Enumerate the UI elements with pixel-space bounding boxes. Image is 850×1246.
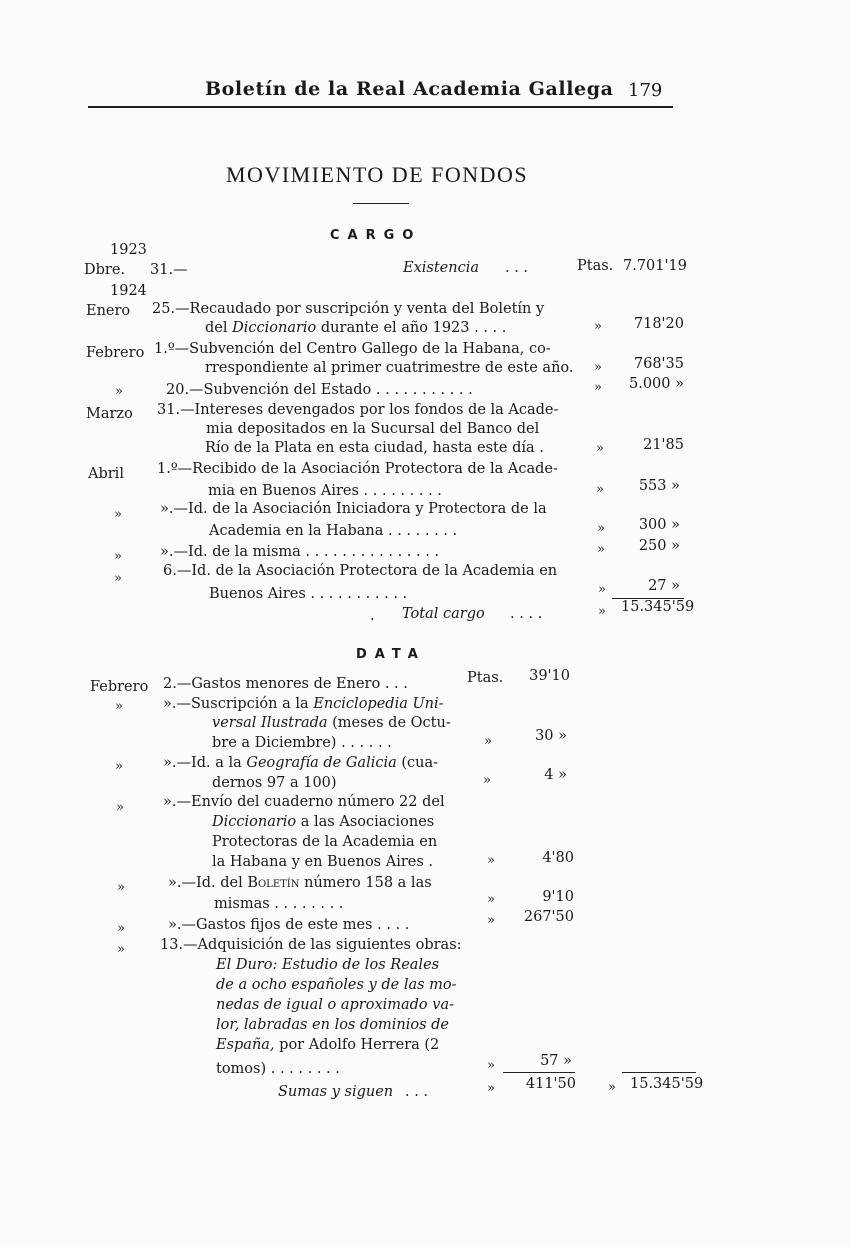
entry-text: 1.º—Subvención del Centro Gallego de la Habana, co- xyxy=(154,341,551,357)
entry-text: mismas . . . . . . . . xyxy=(214,896,344,912)
month-label: Dbre. xyxy=(84,262,126,278)
entry-text: mia en Buenos Aires . . . . . . . . . xyxy=(208,483,442,499)
entry-text: lor, labradas en los dominios de xyxy=(216,1017,450,1033)
ditto-mark: » xyxy=(114,571,122,586)
ditto-mark: » xyxy=(115,384,123,399)
sum-rule xyxy=(622,1072,696,1073)
entry-amount: 27 » xyxy=(648,578,680,594)
entry-text: España, por Adolfo Herrera (2 xyxy=(216,1037,440,1053)
entry-text: dernos 97 a 100) xyxy=(212,775,337,791)
entry-text: 13.—Adquisición de las siguientes obras: xyxy=(160,937,462,953)
ditto-mark: » xyxy=(487,892,495,907)
entry-text: El Duro: Estudio de los Reales xyxy=(216,957,440,973)
entry-amount: 553 » xyxy=(638,478,680,494)
title-rule xyxy=(353,203,409,204)
month-label: Febrero xyxy=(90,679,149,695)
entry-amount: 768'35 xyxy=(633,356,684,372)
entry-amount: 57 » xyxy=(540,1053,572,1069)
entry-text: Río de la Plata en esta ciudad, hasta este día . xyxy=(205,440,544,456)
ptas-label: Ptas. xyxy=(467,670,504,686)
month-label: Enero xyxy=(86,303,131,319)
section-heading-data: DATA xyxy=(356,647,426,662)
ditto-mark: » xyxy=(594,380,602,395)
ditto-mark: » xyxy=(487,1081,495,1096)
entry-text: Protectoras de la Academia en xyxy=(212,834,438,850)
existencia-label: Existencia xyxy=(403,260,479,276)
page-title: MOVIMIENTO DE FONDOS xyxy=(226,162,529,187)
journal-header: Boletín de la Real Academia Gallega xyxy=(205,78,614,100)
month-label: Marzo xyxy=(86,406,133,422)
entry-amount: 267'50 xyxy=(523,909,574,925)
sumas-total: 15.345'59 xyxy=(630,1076,704,1092)
entry-amount: 21'85 xyxy=(643,437,684,453)
sum-rule xyxy=(503,1072,575,1073)
entry-text: Academia en la Habana . . . . . . . . xyxy=(209,523,458,539)
ditto-mark: » xyxy=(114,507,122,522)
entry-amount: 300 » xyxy=(638,517,680,533)
entry-text: del Diccionario durante el año 1923 . . . . xyxy=(205,320,507,336)
ditto-mark: » xyxy=(115,759,123,774)
entry-amount: 4'80 xyxy=(542,850,574,866)
ditto-mark: » xyxy=(115,699,123,714)
entry-text: 25.—Recaudado por suscripción y venta del Boletín y xyxy=(152,301,545,317)
ditto-mark: » xyxy=(596,441,604,456)
section-heading-cargo: CARGO xyxy=(330,228,422,243)
ptas-label: Ptas. xyxy=(577,258,614,274)
entry-text: nedas de igual o aproximado va- xyxy=(216,997,455,1013)
entry-text: ».—Id. de la misma . . . . . . . . . . . . . . . xyxy=(160,544,440,560)
ditto-mark: » xyxy=(596,482,604,497)
entry-amount: 718'20 xyxy=(633,316,684,332)
month-label: Abril xyxy=(88,466,124,482)
ditto-mark: » xyxy=(117,921,125,936)
ditto-mark: » xyxy=(116,800,124,815)
entry-text: ».—Gastos fijos de este mes . . . . xyxy=(168,917,410,933)
entry-amount: 30 » xyxy=(535,728,567,744)
sumas-amount: 411'50 xyxy=(525,1076,576,1092)
entry-text: 2.—Gastos menores de Enero . . . xyxy=(163,676,408,692)
entry-text: ».—Id. del Boletín número 158 a las xyxy=(168,875,432,891)
entry-text: mia depositados en la Sucursal del Banco del xyxy=(206,421,540,437)
ditto-mark: » xyxy=(483,773,491,788)
page-number: 179 xyxy=(628,80,663,101)
year-label: 1923 xyxy=(110,242,147,258)
entry-text: ».—Envío del cuaderno número 22 del xyxy=(163,794,445,810)
ditto-mark: » xyxy=(608,1080,616,1095)
entry-amount: 250 » xyxy=(638,538,680,554)
ditto-mark: » xyxy=(597,542,605,557)
entry-text: 6.—Id. de la Asociación Protectora de la Academia en xyxy=(163,563,558,579)
entry-amount: 39'10 xyxy=(529,668,570,684)
ditto-mark: » xyxy=(487,913,495,928)
entry-text: ».—Id. a la Geografía de Galicia (cua- xyxy=(163,755,439,771)
day-label: 31.— xyxy=(150,262,188,278)
entry-text: 31.—Intereses devengados por los fondos de la Acade- xyxy=(157,402,559,418)
ditto-mark: » xyxy=(117,942,125,957)
ditto-mark: » xyxy=(114,549,122,564)
entry-text: bre a Diciembre) . . . . . . xyxy=(212,735,392,751)
year-label: 1924 xyxy=(110,283,147,299)
existencia-amount: 7.701'19 xyxy=(623,258,687,274)
total-cargo-label: Total cargo xyxy=(402,606,485,622)
month-label: Febrero xyxy=(86,345,145,361)
header-rule xyxy=(88,106,673,108)
ditto-mark: » xyxy=(594,360,602,375)
entry-text: rrespondiente al primer cuatrimestre de este año. xyxy=(205,360,574,376)
ditto-mark: » xyxy=(484,734,492,749)
ditto-mark: » xyxy=(598,582,606,597)
entry-amount: 9'10 xyxy=(542,889,574,905)
entry-text: Buenos Aires . . . . . . . . . . . xyxy=(209,586,408,602)
ditto-mark: » xyxy=(598,604,606,619)
entry-text: ».—Suscripción a la Enciclopedia Uni- xyxy=(163,696,444,712)
entry-text: Diccionario a las Asociaciones xyxy=(212,814,435,830)
entry-amount: 4 » xyxy=(544,767,567,783)
ditto-mark: » xyxy=(597,521,605,536)
entry-text: ».—Id. de la Asociación Iniciadora y Protectora de la xyxy=(160,501,547,517)
ditto-mark: » xyxy=(117,880,125,895)
entry-text: 1.º—Recibido de la Asociación Protectora de la Acade- xyxy=(157,461,558,477)
total-cargo-amount: 15.345'59 xyxy=(621,599,695,615)
entry-text: tomos) . . . . . . . . xyxy=(216,1061,340,1077)
entry-text: la Habana y en Buenos Aires . xyxy=(212,854,434,870)
ditto-mark: » xyxy=(487,853,495,868)
ditto-mark: » xyxy=(487,1058,495,1073)
entry-amount: 5.000 » xyxy=(629,376,684,392)
entry-text: versal Ilustrada (meses de Octu- xyxy=(212,715,451,731)
entry-text: 20.—Subvención del Estado . . . . . . . . . . . xyxy=(166,382,473,398)
entry-text: de a ocho españoles y de las mo- xyxy=(216,977,457,993)
ditto-mark: » xyxy=(594,319,602,334)
sumas-label: Sumas y siguen xyxy=(278,1084,394,1100)
